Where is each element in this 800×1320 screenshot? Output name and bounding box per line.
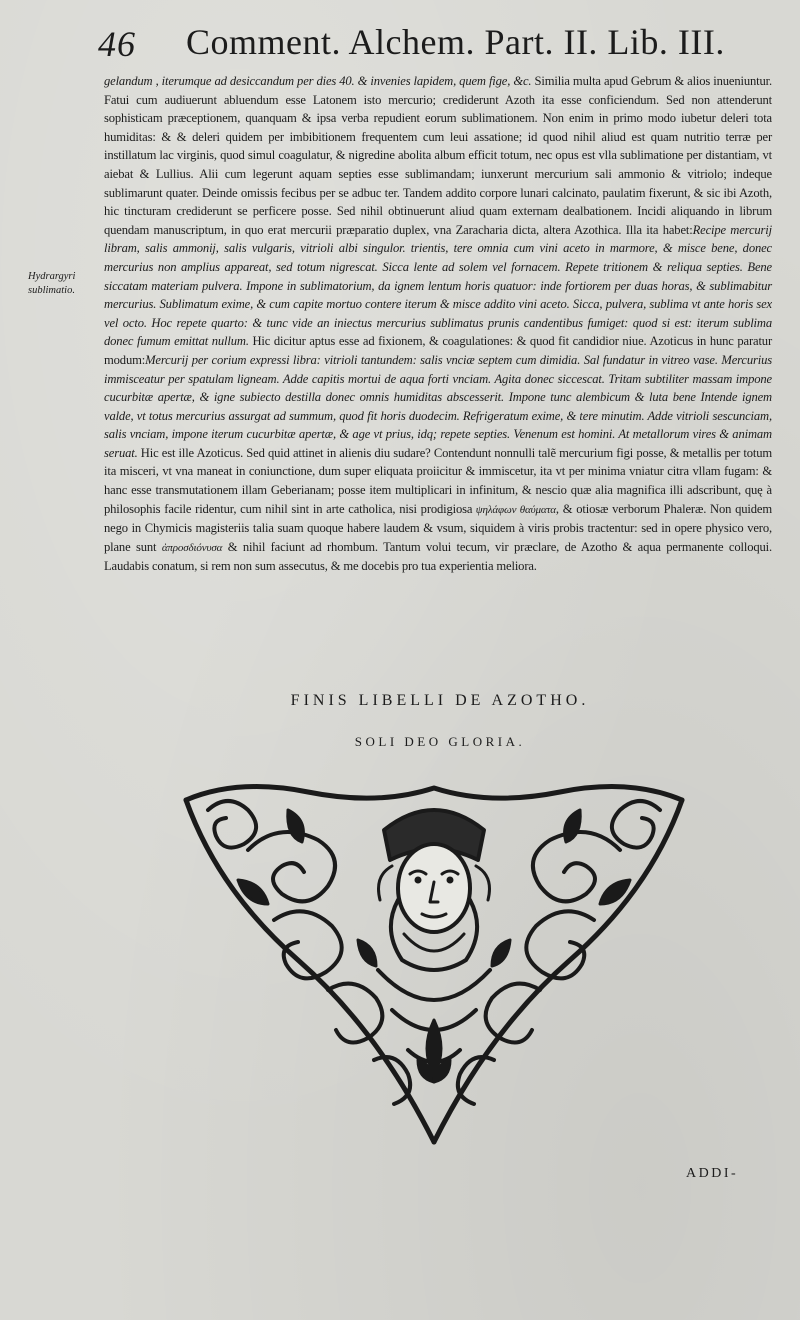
finis-heading: FINIS LIBELLI DE AZOTHO. <box>290 692 590 709</box>
text-run: Similia multa apud Gebrum & alios inueniuntur. Fatui cum audiuerunt abluendum esse Latonem isto mercurio; crediderunt Azoth ita esse conficiendum. Sed non attenderunt sophisticam præceptionem, quanquam & ipsa verba repudient eorum sublimationem. Non enim in primo modo iubetur deleri tota humiditas: & & deleri quidem per imbibitionem frequentem cum leui assatione; id quod nihil aliud est quam nutritio terræ per instillatum lac virginis, quod simul coagulatur, & nigredine abolita album efficit totum, nec opus est vlla sublimatione per distantiam, vt aiebat & Lullius. Alii cum legerunt aquam septies esse sublimandam; iunxerunt mercurium sali ammonio & vitriolo; indeque sublimarunt quater. Deinde omissis fecibus per se adbuc ter. Tandem addito corpore lunari calcinato, paulatim fixerunt, & sic ibi Azoth, hic tincturam crediderunt se perficere posse. Sed nihil obtinuerunt aliud quam externam dealbationem. Incidi aliquando in librum quendam manuscriptum, in quo erat mercurii præparatio duplex, vna Zaracharia dicta, altera Azothica. Illa ita habet: <box>104 74 772 237</box>
page-header <box>98 18 758 64</box>
greek-text-run: ψηλάφων θαύματα <box>472 503 556 516</box>
text-run: Hic dicitur aptus esse ad fixionem, & coagulationes: & quod fit candidior niue. Azoticus in hunc paratur modum: <box>104 334 772 367</box>
soli-deo-gloria: SOLI DEO GLORIA. <box>354 734 526 749</box>
catchword: ADDI- <box>686 1166 739 1181</box>
text-run: Mercurij per corium expressi libra: vitrioli tantundem: salis vnciæ septem cum dimidia. Sal fundatur in vitreo vase. Mercurius immisceatur per spatulam ligneam. Adde capitis mortui de aqua forti vnciam. Agita donec siccescat. Tritam subtiliter massam impone cucurbitæ apertæ, & igne subiecto destilla donec omnis humiditas abscesserit. Impone tunc alembicum & luta bene Intende ignem valde, vt totus mercurius assurgat ad summum, quod fit horis duodecim. Refrigeratum exime, & tere minutim. Adde vitrioli sescunciam, salis vnciam, impone iterum cucurbitæ apertæ, & age vt prius, idq; repete septies. Venenum est homini. At metallorum vires & animam seruat. <box>104 352 772 460</box>
running-head: Comment. Alchem. Part. II. Lib. III. <box>186 22 725 62</box>
body-text <box>104 72 772 576</box>
text-run: Hic est ille Azoticus. Sed quid attinet in alienis diu sudare? Contendunt nonnulli talẽ mercurium figi posse, & metallis per totum ita misceri, vt vna maneat in coniunctione, dum super eliquata proiicitur & immiscetur, ita vt per minima vniatur citra vllam fugam: & hanc esse transmutationem illam Geberianam; posse item multiplicari in infinitum, & nescio quæ alia magnifica illi adscribunt, quę à philosophis facile ridentur, cum nihil sint in arte catholica, nisi prodigiosa <box>104 445 772 516</box>
text-run: , & otiosæ verborum Phaleræ. Non quidem nego in Chymicis magisteriis talia suam quoque habere laudem & vsum, siquidem à viris probis tractentur: sed in opere physico vero, plane sunt <box>104 501 772 554</box>
margin-note: Hydrargyri sublimatio. <box>28 271 76 296</box>
text-run: gelandum , iterumque ad desiccandum per dies 40. & invenies lapidem, quem fige, &c. <box>104 74 532 88</box>
greek-text-run: ἀπροσδιόνυσα <box>161 541 223 554</box>
text-run: & nihil faciunt ad rhombum. Tantum volui tecum, vir præclare, de Azotho & aqua permanente colloqui. Laudabis conatum, si rem non sum assecutus, & me docebis pro tua experientia meliora. <box>104 539 773 574</box>
text-run: Recipe mercurij libram, salis ammonij, salis vulgaris, vitrioli albi singulor. trientis, tere omnia cum vini aceto in marmore, & misce bene, donec mercurius non amplius appareat, sed totum nigrescat. Sicca lente ad solem vel fornacem. Repete tritionem & reliqua septies. Bene siccatam materiam pulvera. Impone in sublimatorium, da ignem lentum horis quatuor: inde fortiorem per duas horas, & sublimabitur mercurius. Sublimatum exime, & cum capite mortuo contere iterum & misce addito vini aceto. Sicca, pulvera, sublima vt ante horis sex vel octo. Hoc repete quarto: & tunc vide an iniectus mercurius sublimatus prunis candentibus fumiget: quod si est: iterum sublima donec fumum emittat nullum. <box>104 222 773 349</box>
page-number: 46 <box>98 24 136 64</box>
tailpiece-ornament-mask-icon <box>178 770 690 1150</box>
